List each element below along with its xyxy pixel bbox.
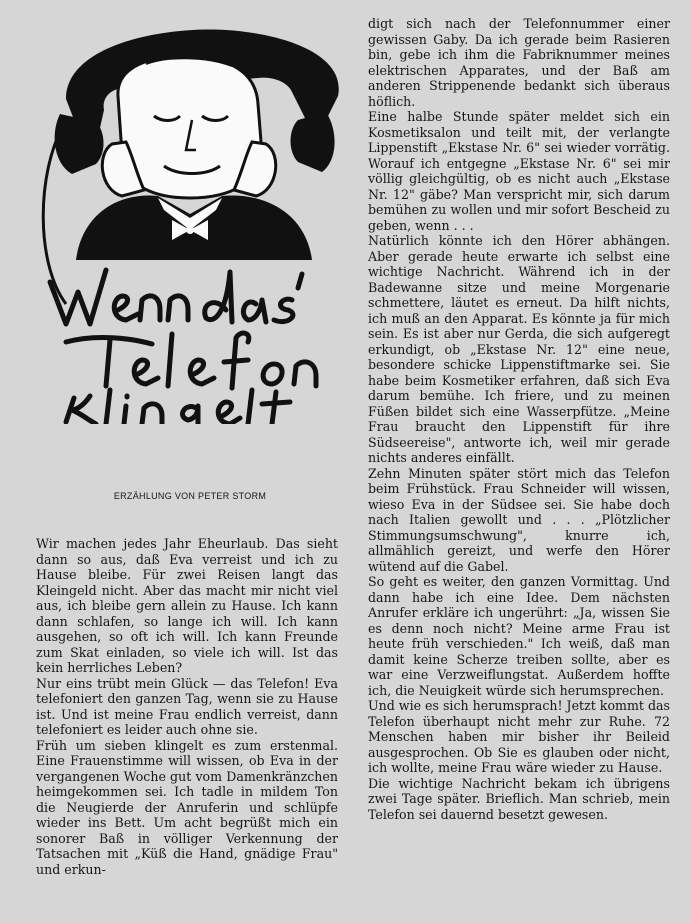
byline: ERZÄHLUNG VON PETER STORM [113,491,267,501]
article-column-right [368,16,670,822]
paragraph: Früh um sieben klingelt es zum erstenmal. Eine Frauenstimme will wissen, ob Eva in der vergangenen Woche gut vom Damenkränzchen heimgekommen sei. Ich tadle in mildem Ton die Neugierde der Anruferin und schlüpfe wieder ins Bett. Um acht begrüßt mich ein sonorer Baß in völliger Verkennung der Tatsachen mit „Küß die Hand, gnädige Frau" und erkun- [36,737,338,877]
paragraph: Natürlich könnte ich den Hörer abhängen. Aber gerade heute erwarte ich selbst eine wichtige Nachricht. Während ich in der Badewanne sitze und meine Morgenarie schmettere, läutet es erneut. Da hilft nichts, ich muß an den Apparat. Es könnte ja für mich sein. Es ist aber nur Gerda, die sich aufgeregt erkundigt, ob „Ekstase Nr. 12" eine neue, besondere schicke Lippenstiftmarke sei. Sie habe beim Kosmetiker erfahren, daß sich Eva darum bemühe. Ich friere, und zu meinen Füßen bildet sich eine Wasserpfütze. „Meine Frau braucht den Lippenstift für ihre Südseereise", antworte ich, weil mir gerade nichts anderes einfällt. [368,233,670,465]
man-body [76,196,312,260]
paragraph: Eine halbe Stunde später meldet sich ein Kosmetiksalon und teilt mit, der verlangte Lippenstift „Ekstase Nr. 6" sei wieder vorrätig. Worauf ich entgegne „Ekstase Nr. 6" sei mir völlig gleichgültig, ob es nicht auch „Ekstase Nr. 12" gäbe? Man verspricht mir, sich darum bemühen zu wollen und mir sofort Bescheid zu geben, wenn . . . [368,109,670,233]
paragraph: So geht es weiter, den ganzen Vormittag. Und dann habe ich eine Idee. Dem nächsten Anrufer erkläre ich ungerührt: „Ja, wissen Sie es denn noch nicht? Meine arme Frau ist heute früh verschieden." Ich weiß, daß man damit keine Scherze treiben sollte, aber es war eine Verzweiflungstat. Außerdem hoffte ich, die Neuigkeit würde sich herumsprechen. [368,574,670,698]
paragraph: Die wichtige Nachricht bekam ich übrigens zwei Tage später. Brieflich. Man schrieb, mein Telefon sei dauernd besetzt gewesen. [368,775,670,822]
paragraph: Und wie es sich herumsprach! Jetzt kommt das Telefon überhaupt nicht mehr zur Ruhe. 72 Menschen haben mir bisher ihr Beileid ausgesprochen. Ob Sie es glauben oder nicht, ich wollte, meine Frau wäre wieder zu Hause. [368,698,671,775]
title-lettering [50,270,316,424]
telephone-man-illustration [26,4,346,424]
paragraph: Zehn Minuten später stört mich das Telefon beim Frühstück. Frau Schneider will wissen, wieso Eva in der Südsee sei. Sie habe doch nach Italien gewollt und . . . „Plötzlicher Stimmungsumschwung", knurre ich, allmählich gereizt, und werfe den Hörer wütend auf die Gabel. [368,465,670,574]
paragraph: digt sich nach der Telefonnummer einer gewissen Gaby. Da ich gerade beim Rasieren bin, gebe ich ihm die Fabriknummer meines elektrischen Apparates, und der Baß am anderen Strippenende bedankt sich überaus höflich. [368,16,670,109]
article-column-left [36,536,338,877]
paragraph: Nur eins trübt mein Glück — das Telefon! Eva telefoniert den ganzen Tag, wenn sie zu Hause ist. Und ist meine Frau endlich verreist, dann telefoniert es leider auch ohne sie. [36,675,338,737]
paragraph: Wir machen jedes Jahr Eheurlaub. Das sieht dann so aus, daß Eva verreist und ich zu Hause bleibe. Für zwei Reisen langt das Kleingeld nicht. Aber das macht mir nicht viel aus, ich bleibe gern allein zu Hause. Ich kann dann schlafen, so lange ich will. Ich kann ausgehen, so oft ich will. Ich kann Freunde zum Skat einladen, so viele ich will. Ist das kein herrliches Leben? [36,536,338,675]
man-face [102,56,275,198]
